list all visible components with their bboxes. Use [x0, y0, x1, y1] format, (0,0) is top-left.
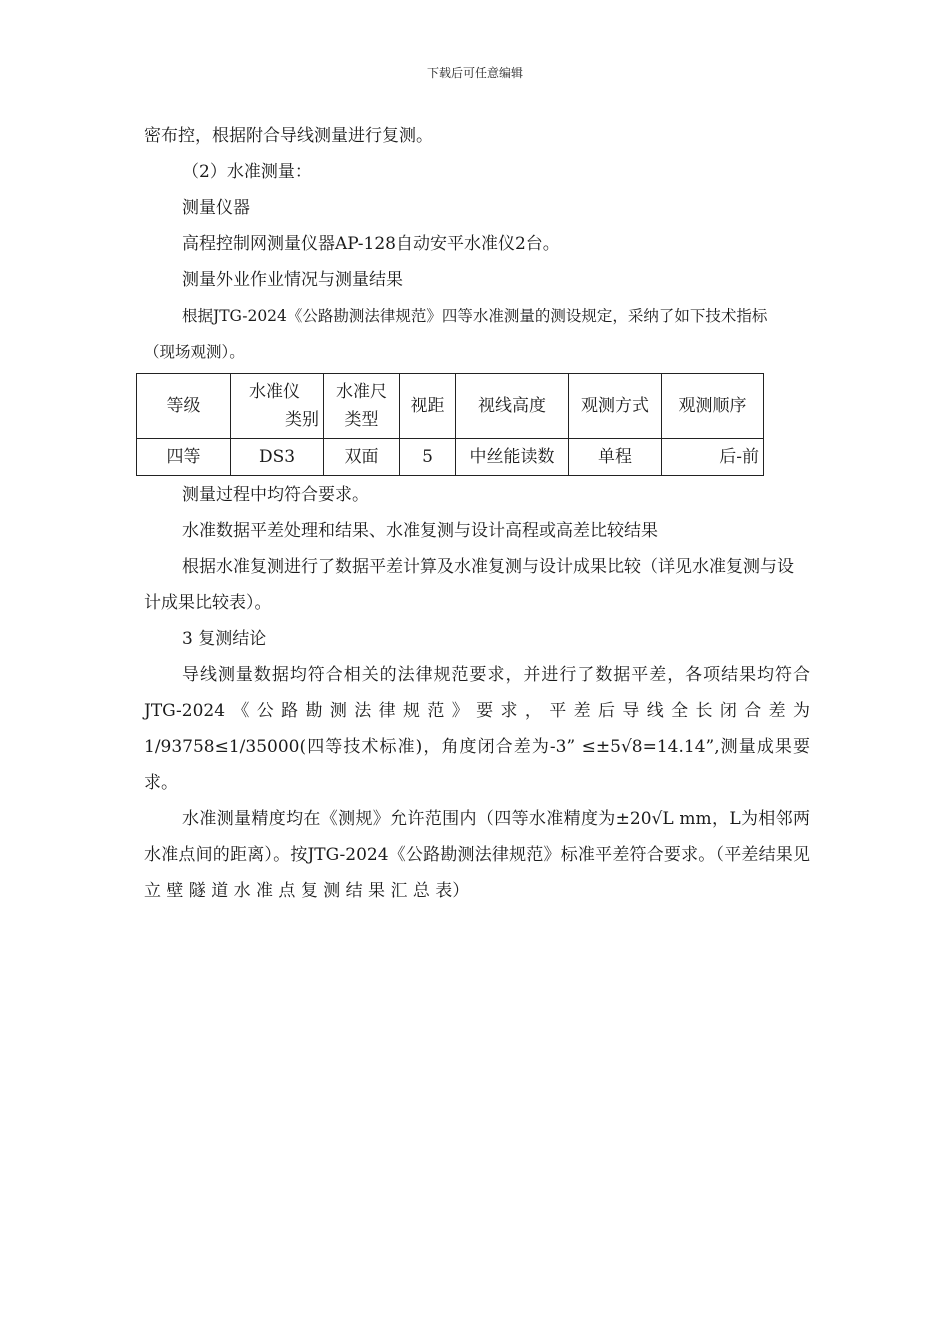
document-body — [144, 118, 810, 909]
paragraph-fieldwork: 测量外业作业情况与测量结果 — [182, 270, 403, 290]
th-staff: 水准尺 类型 — [324, 374, 400, 439]
paragraph-traverse-conclusion: 导线测量数据均符合相关的法律规范要求，并进行了数据平差，各项结果均符合JTG-2024《公路勘测法律规范》要求，平差后导线全长闭合差为1/93758≤1/35000(四等技术标准)，角度闭合差为-3” ≤±5√8=14.14”,测量成果要求。 — [144, 665, 810, 793]
table-header-row — [137, 374, 764, 439]
leveling-spec-table — [136, 373, 764, 476]
page-header: 下载后可任意编辑 — [426, 66, 523, 80]
th-order: 观测顺序 — [662, 374, 764, 439]
paragraph-leveling-conclusion: 水准测量精度均在《测规》允许范围内（四等水准精度为±20√L mm，L为相邻两水准点间的距离）。按JTG-2024《公路勘测法律规范》标准平差符合要求。（平差结果见立 壁 隧 道 水 准 点 复 测 结 果 汇 总 表） — [144, 809, 810, 901]
paragraph-1: 密布控，根据附合导线测量进行复测。 — [144, 126, 433, 146]
cell-method: 单程 — [569, 439, 662, 476]
paragraph-instruments: 测量仪器 — [182, 198, 250, 218]
paragraph-spec-line-1: 根据JTG-2024《公路勘测法律规范》四等水准测量的测设规定，采纳了如下技术指标 — [182, 307, 768, 325]
cell-order: 后-前 — [662, 439, 764, 476]
paragraph-compliance: 测量过程中均符合要求。 — [182, 485, 369, 505]
section-heading-conclusion: 3 复测结论 — [182, 629, 267, 649]
th-instrument: 水准仪 类别 — [231, 374, 324, 439]
paragraph-instrument-detail: 高程控制网测量仪器AP-128自动安平水准仪2台。 — [182, 234, 560, 254]
th-distance: 视距 — [400, 374, 456, 439]
section-heading-leveling: （2）水准测量： — [182, 162, 312, 182]
th-sight-height: 视线高度 — [456, 374, 569, 439]
th-grade: 等级 — [137, 374, 231, 439]
paragraph-spec-line-2: （现场观测）。 — [144, 343, 245, 361]
table-row — [137, 439, 764, 476]
paragraph-adjustment: 水准数据平差处理和结果、水准复测与设计高程或高差比较结果 — [182, 521, 658, 541]
paragraph-comparison: 根据水准复测进行了数据平差计算及水准复测与设计成果比较（详见水准复测与设计成果比较表）。 — [144, 557, 794, 613]
cell-sight-height: 中丝能读数 — [456, 439, 569, 476]
cell-grade: 四等 — [137, 439, 231, 476]
th-method: 观测方式 — [569, 374, 662, 439]
cell-distance: 5 — [400, 439, 456, 476]
cell-instrument: DS3 — [231, 439, 324, 476]
cell-staff: 双面 — [324, 439, 400, 476]
